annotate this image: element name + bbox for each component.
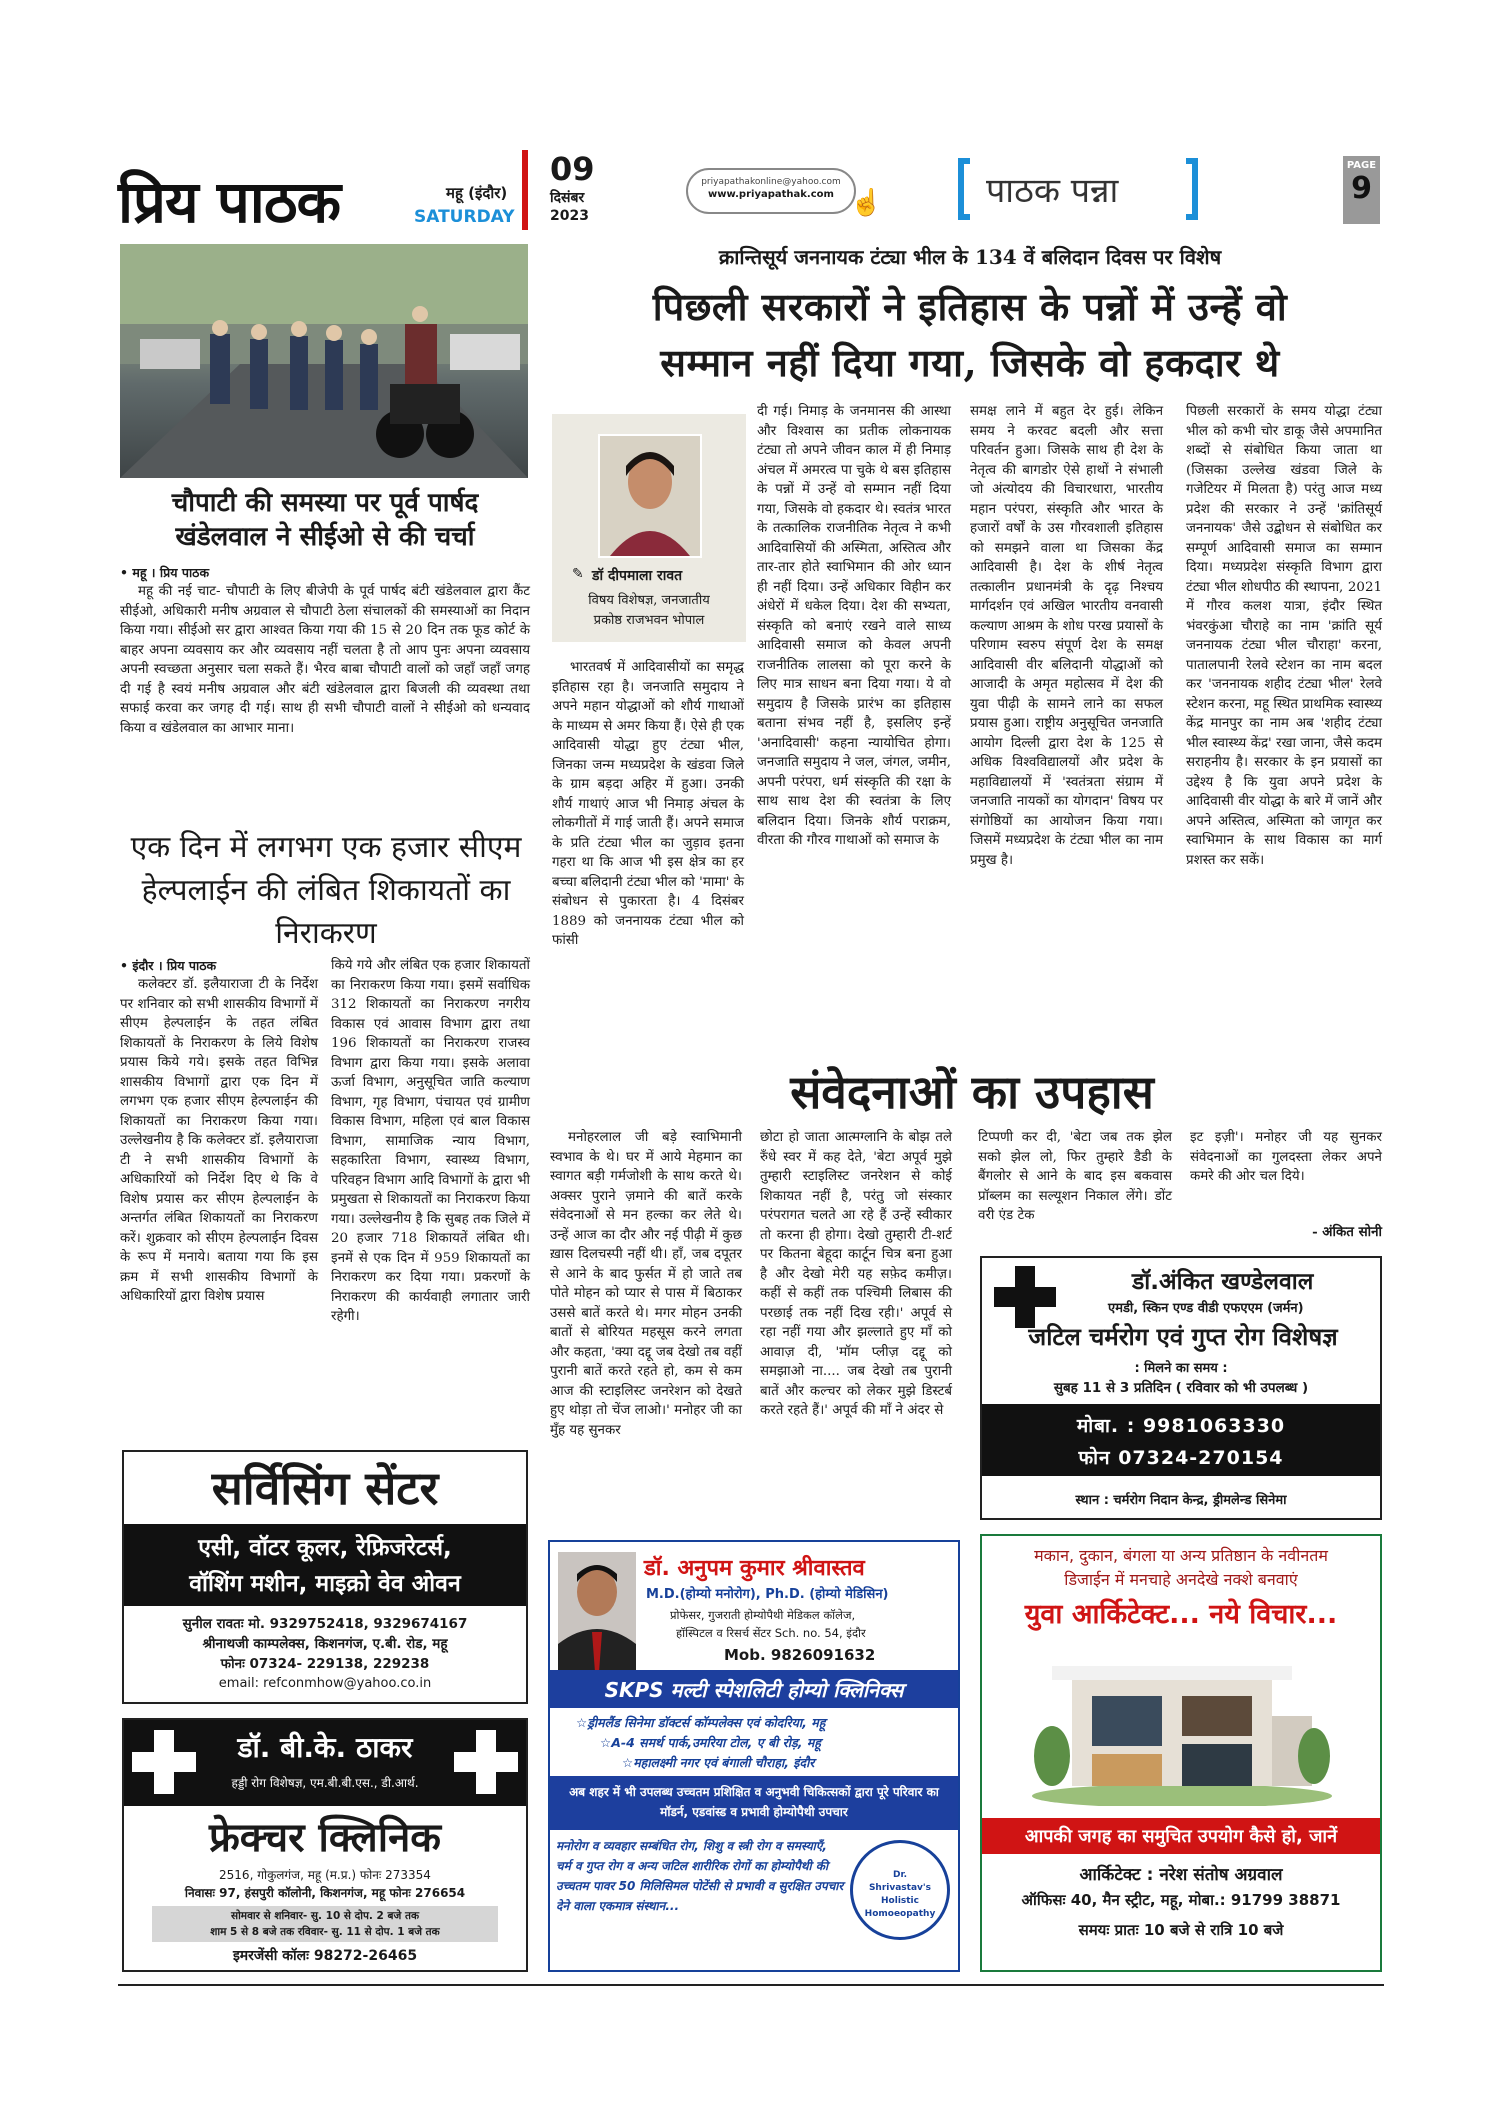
architect-strip [982,1818,1380,1854]
main-headline-line1: पिछली सरकारों ने इतिहास के पन्नों में उन्हें वो [652,284,1288,329]
author-card [552,414,746,642]
homeo-seal [850,1840,950,1940]
skin-phone[interactable]: फोन 07324-270154 [1078,1447,1284,1469]
ad-skin-doctor [980,1256,1382,1520]
fracture-doctor: डॉ. बी.के. ठाकर [237,1731,413,1764]
chaupati-byline: • महू । प्रिय पाठक [120,565,210,580]
servicing-line2: वॉशिंग मशीन, माइक्रो वेव ओवन [189,1571,461,1597]
servicing-address: श्रीनाथजी काम्पलेक्स, किशनगंज, ए.बी. रोड, महू [202,1636,448,1652]
cursor-hand-icon: ☝ [850,188,883,218]
homeo-loc3: ☆महालक्ष्मी नगर एवं बंगाली चौराहा, इंदौर [622,1755,815,1770]
samvedna-col4: इट इज़ी'। मनोहर जी यह सुनकर संवेदनाओं का गुलदस्ता लेकर अपने कमरे की ओर चल दिये। [1190,1130,1382,1184]
homeo-info-strip [550,1776,958,1830]
skin-doctor-degree: एमडी, स्किन एण्ड वीडी एफएएम (जर्मन) [1108,1301,1304,1316]
medical-cross-left-icon [132,1730,196,1794]
page-number: 9 [1351,171,1372,206]
skin-meet-label: : मिलने का समय : [1134,1361,1228,1376]
samvedna-col3: टिप्पणी कर दी, 'बेटा जब तक झेल सको झेल लो, फिर तुम्हारे डैडी के बैंगलोर से आने के बाद इस बकवास प्रॉब्लम का सल्यूशन निकाल लेंगे। डोंट वरी एंड टेक [978,1130,1172,1223]
homeo-clinic-name: SKPS मल्टी स्पेशलिटी होम्यो क्लिनिक्स [604,1678,904,1702]
helpline-col2: किये गये और लंबित एक हजार शिकायतों का निराकरण किया गया। इसमें सर्वाधिक 312 शिकायतों का निराकरण नगरीय विकास एवं आवास विभाग द्वारा तथा 196 शिकायतों का निराकरण राजस्व विभाग द्वारा किया गया। इसके अलावा ऊर्जा विभाग, अनुसूचित जाति कल्याण विभाग, गृह विभाग, पंचायत एवं ग्रामीण विकास विभाग, महिला एवं बाल विकास विभाग, सामाजिक न्याय विभाग, सहकारिता विभाग, स्वास्थ्य विभाग, परिवहन विभाग आदि विभागों के द्वारा भी प्रमुखता से शिकायतों का निराकरण किया गया। उल्लेखनीय है कि सुबह तक जिले में 20 हजार 718 शिकायतें लंबित थी। इनमें से एक दिन में 959 शिकायतों का निराकरण कर दिया गया। प्रकरणों के निराकरण की कार्यवाही लगातार जारी रहेगी। [331,958,530,1324]
architect-office[interactable]: ऑफिसः 40, मैन स्ट्रीट, महू, मोबा.: 91799 38871 [1021,1891,1341,1909]
main-col4: पिछली सरकारों के समय योद्धा टंट्या भील को कभी चोर डाकू जैसे अपमानित शब्दों से संबोधित किया जाता था (जिसका उल्लेख खंडवा जिले के गजेटियर में मिलता है) परंतु आज मध्य प्रदेश की सरकार ने उन्हें 'क्रांतिसूर्य जननायक' जैसे उद्बोधन से संबोधित कर सम्पूर्ण आदिवासी समाज का सम्मान दिया। मध्यप्रदेश संस्कृति विभाग द्वारा टंट्या भील शोधपीठ की स्थापना, 2021 में गौरव कलश यात्रा, इंदौर स्थित भंवरकुंआ चौराहे का नाम 'क्रांति सूर्य जननायक टंट्या भील चौराहा' करना, पातालपानी रेलवे स्टेशन का नाम बदल कर 'जननायक शहीद टंट्या भील' रेलवे स्टेशन करना, महू स्थित प्राथमिक स्वास्थ्य केंद्र मानपुर का नाम अब 'शहीद टंट्या भील स्वास्थ्य केंद्र' रखा जाना, जैसे कदम सराहनीय है। सरकार के इन प्रयासों का उद्देश्य है कि युवा अपने प्रदेश के आदिवासी वीर योद्धा के बारे में जानें और अपने अस्तित्व, अस्मिता को जागृत कर स्वाभिमान के साथ विकास का मार्ग प्रशस्त कर सकें। [1186,404,1382,868]
main-headline-line2: सम्मान नहीं दिया गया, जिसके वो हकदार थे [660,340,1280,385]
contact-pill [686,168,856,214]
servicing-strip [124,1524,526,1606]
servicing-title: सर्विसिंग सेंटर [211,1461,439,1515]
servicing-line1: एसी, वॉटर कूलर, रेफ्रिजरेटर्स, [198,1535,452,1561]
page-bottom-rule [118,1984,1384,1986]
masthead-title: प्रिय पाठक [118,168,341,236]
fracture-clinic-name: फ्रेक्चर क्लिनिक [208,1814,442,1861]
skin-specialty: जटिल चर्मरोग एवं गुप्त रोग विशेषज्ञ [1028,1323,1338,1351]
author-role2: प्रकोष्ठ राजभवन भोपाल [593,613,705,628]
homeo-loc1: ☆ड्रीमलैंड सिनेमा डॉक्टर्स कॉम्पलेक्स एवं कोदरिया, महू [576,1715,826,1730]
house-icon [1032,1636,1332,1806]
author-portrait-icon [600,436,700,556]
homeo-mobile[interactable]: Mob. 9826091632 [724,1646,876,1664]
page-badge [1343,156,1380,224]
masthead-place: महू (इंदौर) [446,184,508,202]
date-number: 09 [550,150,595,188]
architect-strip-text: आपकी जगह का समुचित उपयोग कैसे हो, जानें [1024,1826,1338,1847]
architect-name: आर्किटेक्ट : नरेश संतोष अग्रवाल [1079,1865,1283,1885]
street-scene-illustration [120,244,528,478]
pen-icon: ✎ [572,566,584,582]
author-role1: विषय विशेषज्ञ, जनजातीय [588,593,710,608]
homeo-hospital: हॉस्पिटल व रिसर्च सेंटर Sch. no. 54, इंदौर [676,1626,866,1640]
fracture-hours-box [152,1906,498,1942]
date-year: 2023 [550,208,589,224]
homeo-loc2: ☆A-4 समर्थ पार्क,उमरिया टोल, ए बी रोड़, महू [600,1735,821,1750]
medical-cross-icon [994,1266,1056,1328]
main-col2: दी गई। निमाड़ के जनमानस की आस्था और विश्वास का प्रतीक लोकनायक टंट्या तो अपने जीवन काल में ही निमाड़ अंचल में अमरत्व पा चुके थे बस इतिहास के पन्नों में उन्हें वो सम्मान नहीं दिया गया, जिसके वो हकदार थे। स्वतंत्र भारत के तत्कालिक राजनीतिक नेतृत्व ने कभी आदिवासियों की अस्मिता, अस्तित्व और तार-तार होते स्वाभिमान की ओर ध्यान ही नहीं दिया। उन्हें अधिकार विहीन कर अंधेरों में धकेल दिया। देश की सभ्यता, संस्कृति को बनाएं रखने वाले साध्य आदिवासी समाज को केवल अपनी राजनीतिक लालसा को पूरा करने के लिए मात्र साधन बना दिया गया। ये वो समुदाय है जिसके प्रारंभ का इतिहास बताना संभव नहीं है, इसलिए इन्हें 'अनादिवासी' कहना न्यायोचित होगा। जनजाति समुदाय ने जल, जंगल, जमीन, अपनी परंपरा, धर्म संस्कृति की रक्षा के साथ साथ देश की स्वतंत्रा के लिए बलिदान दिया। जिनके शौर्य पराक्रम, वीरता की गौरव गाथाओं को समाज के [757,404,951,848]
fracture-address1: 2516, गोकुलगंज, महू (म.प्र.) फोनः 273354 [219,1868,431,1882]
house-render [1032,1636,1332,1806]
author-name: डॉ दीपमाला रावत [592,568,683,584]
medical-cross-right-icon [454,1730,518,1794]
fracture-hours2: शाम 5 से 8 बजे तक रविवार- सु. 11 से दोप. 1 बजे तक [210,1926,440,1938]
homeo-clinic-strip [550,1670,958,1708]
homeo-prof: प्रोफेसर, गुजराती होम्योपैथी मेडिकल कॉलेज, [670,1608,856,1622]
helpline-byline: • इंदौर । प्रिय पाठक [120,958,217,973]
main-col3: समक्ष लाने में बहुत देर हुई। लेकिन समय ने करवट बदली और सत्ता परिवर्तन हुआ। जिसके साथ ही देश के नेतृत्व की बागडोर ऐसे हाथों ने संभाली जो अंत्योदय की विचारधारा, भारतीय महान परंपरा, संस्कृति और भारत के हजारों वर्षों के उस गौरवशाली इतिहास को समझने वाला था जिसका केंद्र आदिवासी है। देश के शीर्ष नेतृत्व तत्कालीन प्रधानमंत्री के दृढ़ निश्चय मार्गदर्शन एवं अखिल भारतीय वनवासी कल्याण आश्रम के शोध परख प्रयासों के परिणाम स्वरुप संपूर्ण देश के समक्ष आदिवासी वीर बलिदानी योद्धाओं को आजादी के अमृत महोत्सव में देश की युवा पीढ़ी के सामने लाने का सफल प्रयास हुआ। राष्ट्रीय अनुसूचित जनजाति आयोग दिल्ली द्वारा देश के 125 से अधिक विश्वविद्यालयों और प्रदेश के महाविद्यालयों में 'स्वतंत्रता संग्राम में जनजाति नायकों का योगदान' विषय पर संगोष्ठियों का आयोजन किया गया। जिसमें मध्यप्रदेश के टंट्या भील का नाम प्रमुख है। [970,404,1163,868]
main-col1: भारतवर्ष में आदिवासीयों का समृद्ध इतिहास रहा है। जनजाति समुदाय ने अपने महान योद्धाओं को शौर्य गाथाओं के माध्यम से अमर किया हैं। ऐसे ही एक आदिवासी योद्धा हुए टंट्या भील, जिनका जन्म मध्यप्रदेश के खंडवा जिले के ग्राम बड़दा अहिर में हुआ। उनकी शौर्य गाथाएं आज भी निमाड़ अंचल के लोकगीतों में गाई जाती हैं। अपने समाज के प्रति टंट्या भील का जुड़ाव इतना गहरा था कि आज भी इस क्षेत्र का हर बच्चा बलिदानी टंट्या भील को 'मामा' के संबोधन से पुकारता है। 4 दिसंबर 1889 को जननायक टंट्या भील को फांसी [552,660,744,948]
section-title: पाठक पन्ना [986,171,1119,211]
architect-tagline: युवा आर्किटेक्ट... नये विचार... [1024,1599,1338,1630]
fracture-address2: निवासः 97, हंसपुरी कॉलोनी, किशनगंज, महू फोनः 276654 [184,1886,466,1900]
section-bracket-left [958,158,970,220]
ad-servicing-center [122,1450,528,1704]
chaupati-body: महू की नई चाट- चौपाटी के लिए बीजेपी के पूर्व पार्षद बंटी खंडेलवाल द्वारा कैंट सीईओ, अधिकारी मनीष अग्रवाल से चौपाटी ठेला संचालकों की समस्याओं का निदान किया गया। सीईओ सर द्वारा आश्वत किया गया की 15 से 20 दिन तक फूड कोर्ट के बाहर अपना व्यवसाय कर और व्यवसाय नहीं चलता है तो आप पुनः अपना व्यवसाय अपनी स्वच्छता अनुसार चला सकते हैं। भैरव बाबा चौपाटी वालों को जहाँ जहाँ जगह दी गई है स्वयं मनीष अग्रवाल और बंटी खंडेलवाल द्वारा बिजली की व्यवस्था तथा सफाई करवा कर जगह दी गई। साथ ही सभी चौपाटी वालों ने सीईओ को धन्यवाद किया व खंडेलवाल का आभार माना। [120,584,530,736]
skin-contact-strip [982,1404,1380,1476]
samvedna-headline: संवेदनाओं का उपहास [790,1065,1154,1119]
main-kicker: क्रान्तिसूर्य जननायक टंट्या भील के 134 वें बलिदान दिवस पर विशेष [718,245,1222,269]
skin-doctor-name: डॉ.अंकित खण्डेलवाल [1132,1269,1314,1295]
masthead-red-divider [522,150,528,230]
chaupati-photo [120,244,528,478]
helpline-col1: कलेक्टर डॉ. इलैयाराजा टी के निर्देश पर शनिवार को सभी शासकीय विभागों में सीएम हेल्पलाईन के तहत लंबित शिकायतों के निराकरण के लिये विशेष प्रयास किये गये। इसके तहत विभिन्न शासकीय विभागों द्वारा एक दिन में लगभग एक हजार सीएम हेल्पलाईन की शिकायतों का निराकरण किया गया। उल्लेखनीय है कि कलेक्टर डॉ. इलैयाराजा टी ने सभी शासकीय विभागों के अधिकारियों को निर्देश दिए थे कि वे विशेष प्रयास कर सीएम हेल्पलाईन के अन्तर्गत लंबित शिकायतों का निराकरण करें। शुक्रवार को सीएम हेल्पलाईन दिवस के रूप में मनाये। बताया गया कि इस क्रम में सभी शासकीय विभागों के अधिकारियों द्वारा विशेष प्रयास [120,977,318,1304]
servicing-contact[interactable]: सुनील रावतः मो. 9329752418, 9329674167 [182,1616,468,1632]
author-photo [598,434,702,558]
skin-timing: सुबह 11 से 3 प्रतिदिन ( रविवार को भी उपलब्ध ) [1053,1380,1309,1396]
ad-fracture-clinic [122,1718,528,1972]
samvedna-author: - अंकित सोनी [1312,1224,1382,1240]
ad-homeopathy [548,1540,960,1972]
chaupati-headline: चौपाटी की समस्या पर पूर्व पार्षद खंडेलवाल ने सीईओ से की चर्चा [171,488,479,552]
helpline-headline: एक दिन में लगभग एक हजार सीएम हेल्पलाईन की लंबित शिकायतों का निराकरण [130,830,522,951]
skin-address: स्थान : चर्मरोग निदान केन्द्र, ड्रीमलेन्ड सिनेमा [1075,1493,1287,1508]
page-label: PAGE [1346,160,1377,171]
homeo-info-text: अब शहर में भी उपलब्ध उच्चतम प्रशिक्षित व अनुभवी चिकित्सकों द्वारा पूरे परिवार का मॉडर्न, एडवांस्ड व प्रभावी होम्योपैथी उपचार [569,1785,939,1819]
servicing-email[interactable]: email: refconmhow@yahoo.co.in [218,1676,432,1691]
email-text[interactable]: priyapathakonline@yahoo.com [701,177,841,187]
homeo-seal-text: Dr. Shrivastav's Holistic Homoeopathy [864,1870,936,1919]
date-month: दिसंबर [550,190,585,206]
servicing-phone[interactable]: फोनः 07324- 229138, 229238 [220,1656,430,1672]
fracture-hours1: सोमवार से शनिवार- सु. 10 से दोप. 2 बजे तक [230,1910,420,1922]
architect-top1: मकान, दुकान, बंगला या अन्य प्रतिष्ठान के नवीनतम [1034,1546,1328,1565]
ad-architect [980,1534,1382,1972]
homeo-doctor-name: डॉ. अनुपम कुमार श्रीवास्तव [644,1556,865,1581]
website-text[interactable]: www.priyapathak.com [708,189,834,200]
architect-top2: डिजाईन में मनचाहे अनदेखे नक्शे बनवाएं [1064,1570,1298,1589]
architect-time: समयः प्रातः 10 बजे से रात्रि 10 बजे [1078,1921,1284,1939]
masthead-day: SATURDAY [414,207,515,227]
homeo-degree: M.D.(होम्यो मनोरोग), Ph.D. (होम्यो मेडिसिन) [646,1587,889,1602]
skin-mobile[interactable]: मोबा. : 9981063330 [1076,1415,1286,1437]
samvedna-col1: मनोहरलाल जी बड़े स्वाभिमानी स्वभाव के थे। घर में आये मेहमान का स्वागत बड़ी गर्मजोशी के साथ करते थे। अक्सर पुराने ज़माने की बातें करके संवेदनाओं से मन हल्का कर लेते थे। उन्हें आज का दौर और नई पीढ़ी में कुछ ख़ास दिलचस्पी नहीं थी। हाँ, जब दपूतर से आने के बाद फुर्सत में हो जाते तब पोते मोहन को प्यार से पास में बिठाकर उससे बातें करते थे। मगर मोहन उनकी बातों से बोरियत महसूस करने लगता और कहता, 'क्या दद्दू जब देखो तब वहीं पुरानी बातें करते रहते हो, कम से कम आज की स्टाइलिस्ट जनरेशन को देखते हुए थोड़ा तो चेंज लाओ।' मनोहर जी का मुँह यह सुनकर [550,1130,742,1438]
homeo-bottom-text: मनोरोग व व्यवहार सम्बंधित रोग, शिशु व स्त्री रोग व समस्याएँ, चर्म व गुप्त रोग व अन्य जटिल शारीरिक रोगों का होम्योपैथी की उच्चतम पावर 50 मिलिसिमल पोटेंसी से प्रभावी व सुरक्षित उपचार देने वाला एकमात्र संस्थान... [556,1839,844,1913]
section-bracket-right [1186,158,1198,220]
fracture-emergency[interactable]: इमरजेंसी कॉलः 98272-26465 [232,1948,418,1964]
fracture-sub: हड्डी रोग विशेषज्ञ, एम.बी.बी.एस., डी.आर्थ. [231,1776,419,1790]
samvedna-col2: छोटा हो जाता आत्मग्लानि के बोझ तले रुँधे स्वर में कह देते, 'बेटा अपूर्व मुझे तुम्हारी स्टाइलिस्ट जनरेशन से कोई शिकायत नहीं है, परंतु जो संस्कार परंपरागत चलते आ रहे हैं उन्हें स्वीकार तो करना ही होगा। देखो तुम्हारी टी-शर्ट पर कितना बेहूदा कार्टून चित्र बना हुआ है और देखो मेरी यह सफ़ेद कमीज़। कहीं से कहीं तक पश्चिमी लिबास की परछाई तक नहीं दिख रही।' अपूर्व से रहा नहीं गया और झल्लाते हुए माँ को आवाज़ दी, 'मॉम प्लीज़ दद्दू को समझाओ ना.... जब देखो तब पुरानी बातें और कल्चर को लेकर मुझे डिस्टर्ब करते रहते हैं।' अपूर्व की माँ ने अंदर से [760,1130,952,1418]
